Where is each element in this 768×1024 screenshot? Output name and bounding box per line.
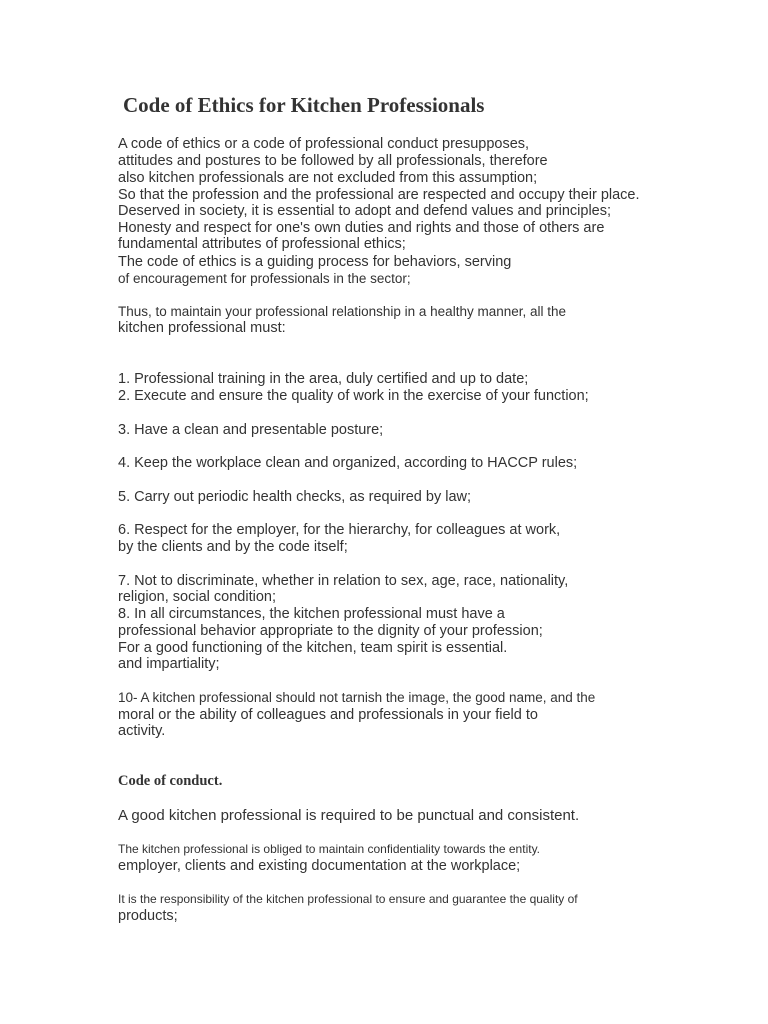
intro-line: Honesty and respect for one's own duties and rights and those of others are [118, 220, 605, 236]
conduct-line: employer, clients and existing documentation at the workplace; [118, 858, 521, 874]
list-item: moral or the ability of colleagues and professionals in your field to [118, 707, 538, 723]
list-item: by the clients and by the code itself; [118, 539, 348, 555]
section-heading: Code of conduct. [118, 773, 223, 789]
conduct-line: products; [118, 908, 178, 924]
list-item: 5. Carry out periodic health checks, as required by law; [118, 489, 472, 505]
list-item: 6. Respect for the employer, for the hierarchy, for colleagues at work, [118, 522, 561, 538]
thus-line: Thus, to maintain your professional relationship in a healthy manner, all the [118, 304, 567, 319]
list-item: 10- A kitchen professional should not tarnish the image, the good name, and the [118, 690, 596, 705]
list-item: activity. [118, 723, 166, 739]
conduct-line: The kitchen professional is obliged to maintain confidentiality towards the entity. [118, 842, 541, 856]
intro-line: attitudes and postures to be followed by all professionals, therefore [118, 153, 548, 169]
intro-line: The code of ethics is a guiding process for behaviors, serving [118, 254, 512, 270]
intro-line: Deserved in society, it is essential to adopt and defend values and principles; [118, 203, 612, 219]
list-item: 8. In all circumstances, the kitchen professional must have a [118, 606, 505, 622]
intro-line: So that the profession and the professional are respected and occupy their place. [118, 187, 640, 203]
intro-line: of encouragement for professionals in the sector; [118, 271, 411, 286]
intro-line: A code of ethics or a code of professional conduct presupposes, [118, 136, 530, 152]
list-item: professional behavior appropriate to the dignity of your profession; [118, 623, 543, 639]
list-item: For a good functioning of the kitchen, team spirit is essential. [118, 640, 508, 656]
list-item: 2. Execute and ensure the quality of work in the exercise of your function; [118, 388, 589, 404]
list-item: 3. Have a clean and presentable posture; [118, 422, 384, 438]
list-item: religion, social condition; [118, 589, 276, 605]
conduct-line: It is the responsibility of the kitchen professional to ensure and guarantee the quality of [118, 892, 578, 906]
intro-line: also kitchen professionals are not excluded from this assumption; [118, 170, 538, 186]
page-title: Code of Ethics for Kitchen Professionals [123, 93, 485, 117]
intro-line: fundamental attributes of professional ethics; [118, 236, 406, 252]
conduct-line: A good kitchen professional is required to be punctual and consistent. [118, 807, 580, 824]
list-item: 7. Not to discriminate, whether in relation to sex, age, race, nationality, [118, 573, 569, 589]
thus-line: kitchen professional must: [118, 320, 286, 336]
list-item: and impartiality; [118, 656, 220, 672]
list-item: 4. Keep the workplace clean and organized, according to HACCP rules; [118, 455, 578, 471]
list-item: 1. Professional training in the area, duly certified and up to date; [118, 371, 529, 387]
